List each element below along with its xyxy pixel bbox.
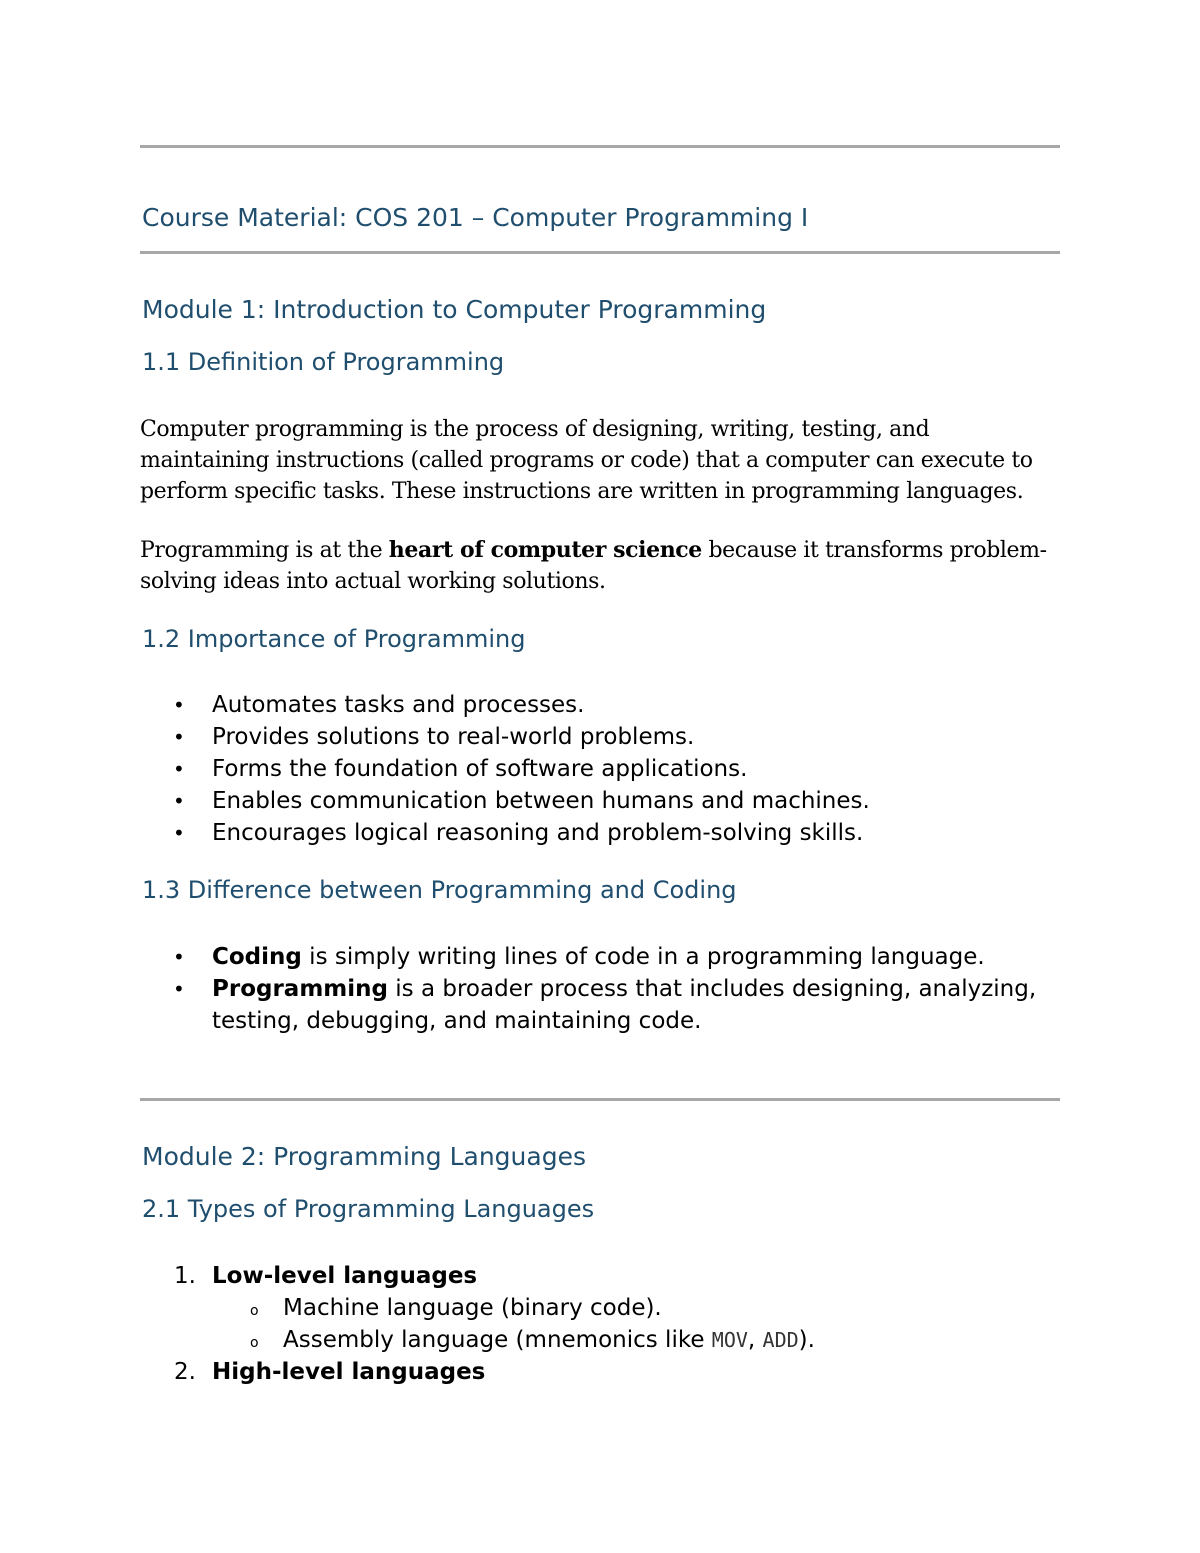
list-item — [140, 1356, 1060, 1388]
code-add: ADD — [762, 1328, 799, 1352]
list-number: 1. — [174, 1263, 196, 1289]
list-number: 2. — [174, 1359, 196, 1385]
bullet-icon: • — [173, 693, 185, 717]
term-coding: Coding — [212, 944, 302, 970]
horizontal-rule — [140, 145, 1060, 148]
list-item — [140, 973, 1060, 1037]
list-item-text: Forms the foundation of software applications. — [212, 756, 748, 782]
bullet-icon: • — [173, 821, 185, 845]
term-programming: Programming — [212, 976, 388, 1002]
emphasis-text: heart of computer science — [388, 537, 702, 563]
list-item — [140, 1260, 1060, 1292]
heart-paragraph — [140, 535, 1060, 597]
list-item-text: Enables communication between humans and machines. — [212, 788, 870, 814]
paragraph-text: because it transforms problem-solving ideas into actual working solutions. — [140, 538, 1047, 594]
circle-bullet-icon: o — [250, 1335, 259, 1351]
code-mov: MOV — [711, 1328, 748, 1352]
sub-list-item — [140, 1324, 1060, 1356]
list-item-label: Low-level languages — [212, 1263, 478, 1289]
bullet-icon: • — [173, 945, 185, 969]
sub-item-text: Assembly language (mnemonics like — [283, 1327, 712, 1353]
list-item-text: is simply writing lines of code in a programming language. — [301, 944, 985, 970]
list-item-text: Provides solutions to real-world problems. — [212, 724, 695, 750]
list-item — [140, 785, 1060, 817]
list-item-text: Automates tasks and processes. — [212, 692, 585, 718]
definition-paragraph: Computer programming is the process of designing, writing, testing, and maintaining instructions (called programs or code) that a computer can execute to perform specific tasks. These instructions are written in programming languages. — [140, 417, 1033, 504]
section-1-3-heading: 1.3 Difference between Programming and Coding — [142, 876, 737, 904]
list-item — [140, 753, 1060, 785]
list-item — [140, 941, 1060, 973]
separator-text: , — [747, 1327, 763, 1353]
section-1-1-heading: 1.1 Definition of Programming — [142, 348, 505, 376]
bullet-icon: • — [173, 725, 185, 749]
sub-item-text: Machine language (binary code). — [283, 1295, 662, 1321]
section-2-1-heading: 2.1 Types of Programming Languages — [142, 1195, 595, 1223]
horizontal-rule — [140, 1098, 1060, 1101]
document-title: Course Material: COS 201 – Computer Programming I — [142, 203, 809, 232]
horizontal-rule — [140, 251, 1060, 254]
list-item-text: Encourages logical reasoning and problem-solving skills. — [212, 820, 864, 846]
bullet-icon: • — [173, 977, 185, 1001]
importance-list — [140, 689, 1060, 849]
list-item — [140, 721, 1060, 753]
bullet-icon: • — [173, 757, 185, 781]
bullet-icon: • — [173, 789, 185, 813]
language-types-list — [140, 1260, 1060, 1388]
sub-item-text: ). — [798, 1327, 815, 1353]
list-item-label: High-level languages — [212, 1359, 486, 1385]
paragraph-text: Programming is at the — [140, 538, 389, 563]
sub-list-item — [140, 1292, 1060, 1324]
circle-bullet-icon: o — [250, 1303, 259, 1319]
list-item — [140, 817, 1060, 849]
module-2-heading: Module 2: Programming Languages — [142, 1142, 586, 1171]
list-item — [140, 689, 1060, 721]
difference-list — [140, 941, 1060, 1037]
list-item-text: is a broader process that includes designing, analyzing, testing, debugging, and maintaining code. — [212, 976, 1037, 1034]
section-1-2-heading: 1.2 Importance of Programming — [142, 625, 526, 653]
module-1-heading: Module 1: Introduction to Computer Programming — [142, 295, 767, 324]
